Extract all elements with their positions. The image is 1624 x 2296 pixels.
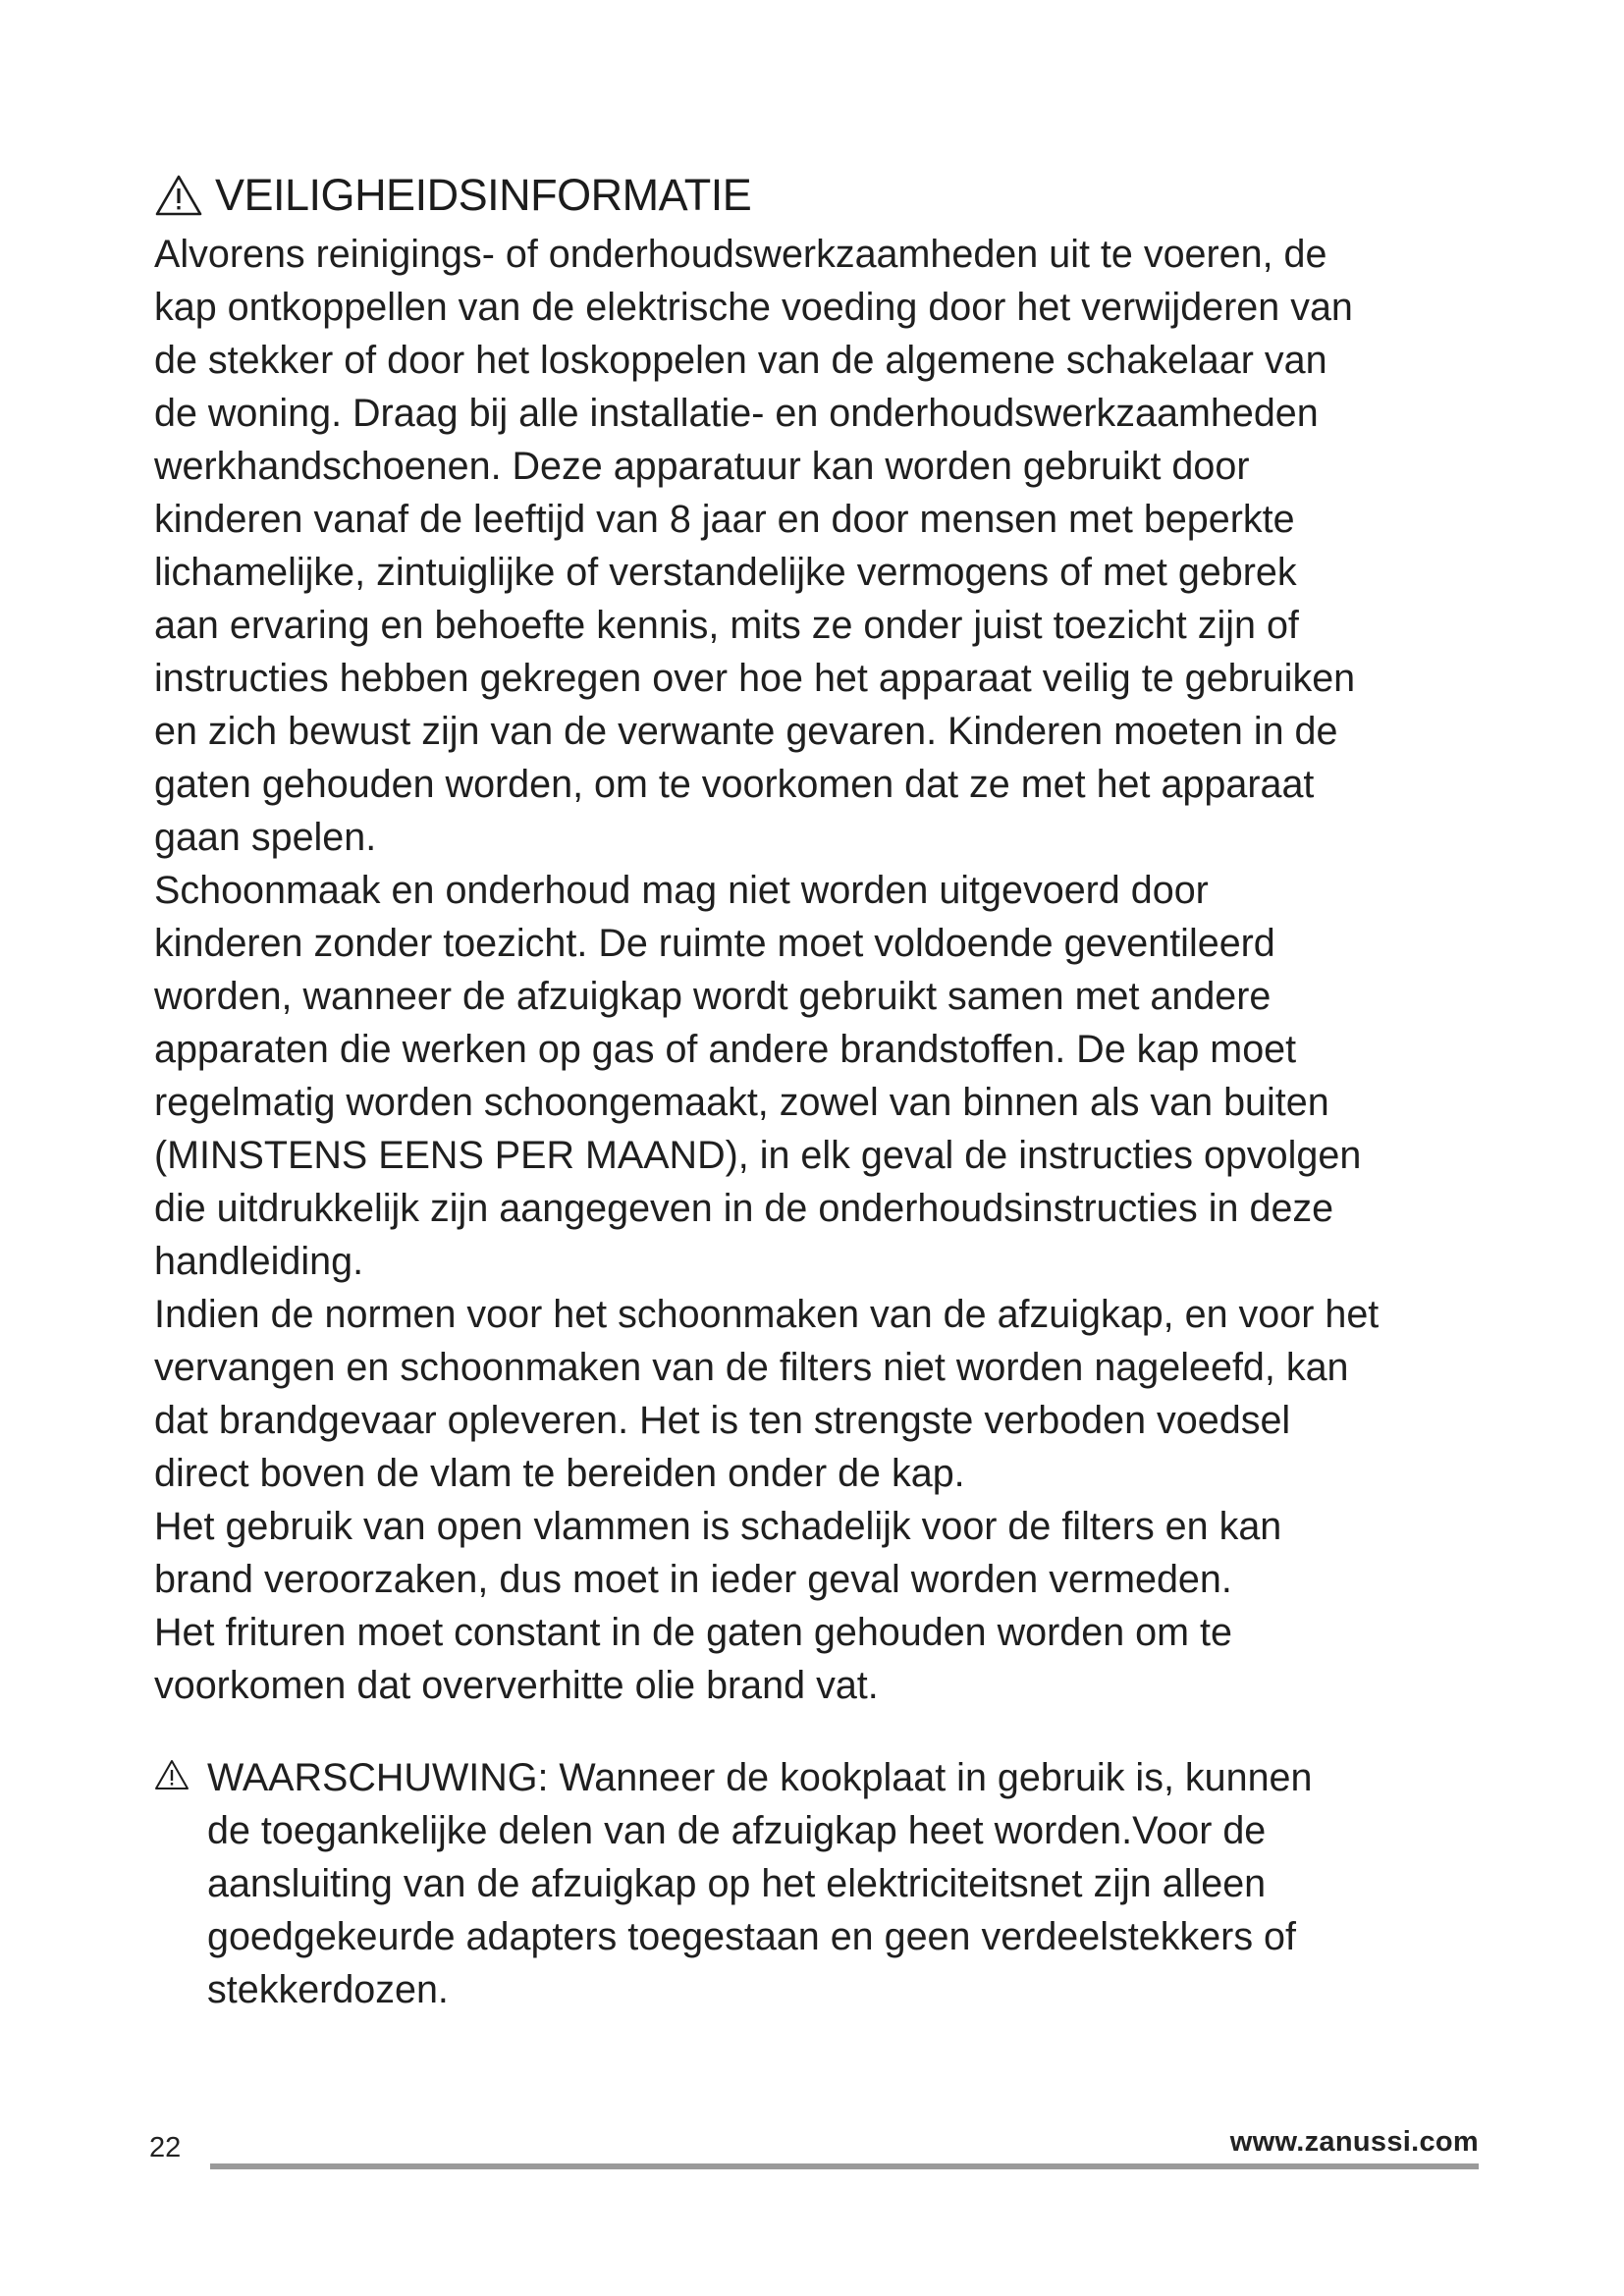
text-line: instructies hebben gekregen over hoe het apparaat veilig te gebruiken [154, 657, 1356, 700]
warning-line: WAARSCHUWING: Wanneer de kookplaat in gebruik is, kunnen [207, 1756, 1313, 1799]
warning-line: stekkerdozen. [207, 1968, 449, 2011]
text-line: die uitdrukkelijk zijn aangegeven in de onderhoudsinstructies in deze [154, 1187, 1334, 1230]
text-line: lichamelijke, zintuiglijke of verstandelijke vermogens of met gebrek [154, 551, 1297, 594]
text-line: kinderen zonder toezicht. De ruimte moet voldoende geventileerd [154, 922, 1275, 965]
text-line: en zich bewust zijn van de verwante gevaren. Kinderen moeten in de [154, 710, 1338, 753]
text-line: de stekker of door het loskoppelen van de algemene schakelaar van [154, 339, 1327, 382]
section-heading [154, 165, 751, 226]
text-line: kap ontkoppellen van de elektrische voeding door het verwijderen van [154, 286, 1353, 329]
warning-triangle-icon [154, 1759, 189, 1790]
text-line: handleiding. [154, 1240, 364, 1283]
section-title: VEILIGHEIDSINFORMATIE [215, 170, 752, 220]
text-line: kinderen vanaf de leeftijd van 8 jaar en door mensen met beperkte [154, 498, 1295, 541]
text-line: (MINSTENS EENS PER MAAND), in elk geval de instructies opvolgen [154, 1134, 1362, 1177]
footer-divider [210, 2163, 1479, 2169]
text-line: gaten gehouden worden, om te voorkomen dat ze met het apparaat [154, 763, 1315, 806]
text-line: gaan spelen. [154, 816, 377, 859]
text-line: apparaten die werken op gas of andere brandstoffen. De kap moet [154, 1028, 1297, 1071]
text-line: Schoonmaak en onderhoud mag niet worden uitgevoerd door [154, 869, 1209, 912]
text-line: Het gebruik van open vlammen is schadelijk voor de filters en kan [154, 1505, 1282, 1548]
footer-url: www.zanussi.com [1229, 2126, 1479, 2158]
text-line: aan ervaring en behoefte kennis, mits ze onder juist toezicht zijn of [154, 604, 1299, 647]
warning-triangle-icon [154, 174, 203, 217]
text-line: vervangen en schoonmaken van de filters niet worden nageleefd, kan [154, 1346, 1349, 1389]
text-line: Alvorens reinigings- of onderhoudswerkzaamheden uit te voeren, de [154, 233, 1327, 276]
text-line: dat brandgevaar opleveren. Het is ten strengste verboden voedsel [154, 1399, 1291, 1442]
warning-line: de toegankelijke delen van de afzuigkap heet worden.Voor de [207, 1809, 1267, 1852]
text-line: Het frituren moet constant in de gaten gehouden worden om te [154, 1611, 1232, 1654]
text-line: Indien de normen voor het schoonmaken van de afzuigkap, en voor het [154, 1293, 1380, 1336]
text-line: regelmatig worden schoongemaakt, zowel van binnen als van buiten [154, 1081, 1329, 1124]
text-line: de woning. Draag bij alle installatie- en onderhoudswerkzaamheden [154, 392, 1319, 435]
text-line: werkhandschoenen. Deze apparatuur kan worden gebruikt door [154, 445, 1250, 488]
text-line: worden, wanneer de afzuigkap wordt gebruikt samen met andere [154, 975, 1272, 1018]
warning-line: goedgekeurde adapters toegestaan en geen verdeelstekkers of [207, 1915, 1296, 1958]
text-line: direct boven de vlam te bereiden onder de kap. [154, 1452, 965, 1495]
text-line: brand veroorzaken, dus moet in ieder geval worden vermeden. [154, 1558, 1232, 1601]
warning-line: aansluiting van de afzuigkap op het elektriciteitsnet zijn alleen [207, 1862, 1267, 1905]
text-line: voorkomen dat oververhitte olie brand vat. [154, 1664, 879, 1707]
page-number: 22 [149, 2132, 182, 2163]
